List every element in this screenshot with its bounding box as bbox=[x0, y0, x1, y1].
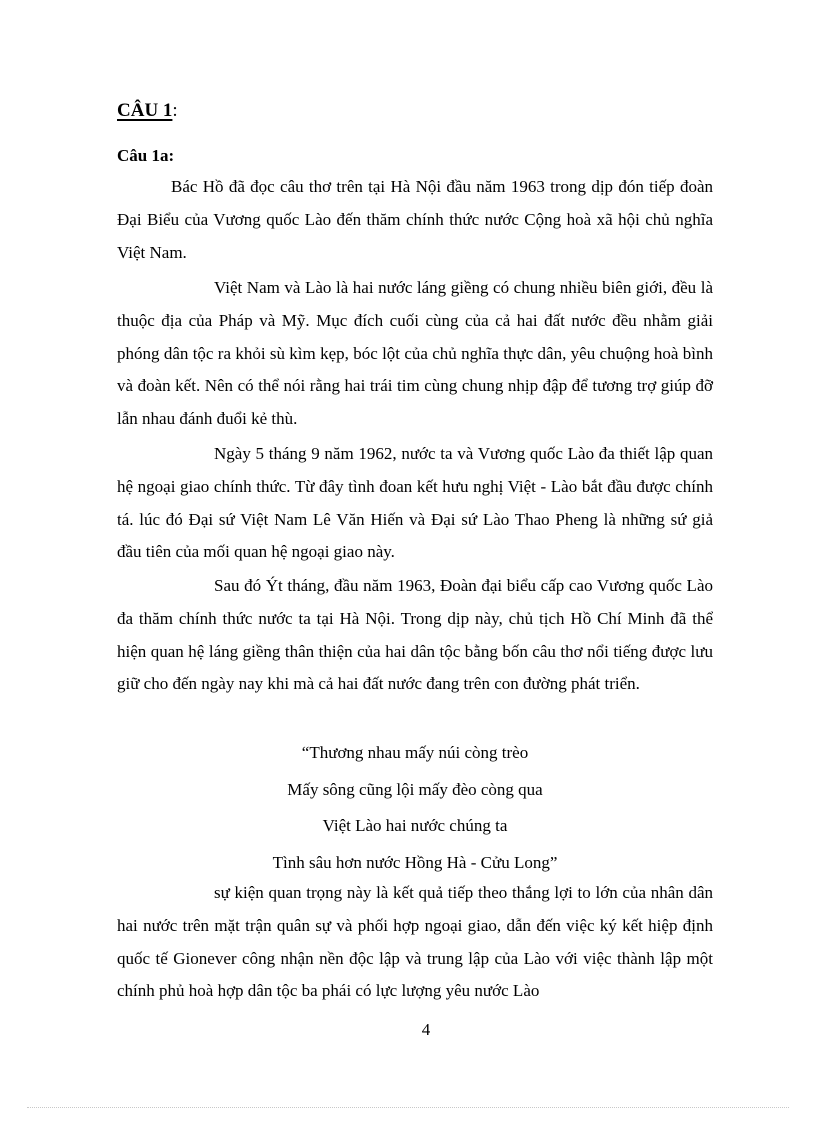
poem-line: Việt Lào hai nước chúng ta bbox=[322, 816, 508, 835]
page-bottom-divider bbox=[27, 1107, 789, 1108]
poem-line: Tình sâu hơn nước Hồng Hà - Cửu Long” bbox=[272, 852, 558, 872]
question-heading-colon: : bbox=[172, 100, 178, 121]
paragraph-delegation-visit: Sau đó Ýt tháng, đầu năm 1963, Đoàn đại biểu cấp cao Vương quốc Lào đa thăm chính thức nước ta tại Hà Nội. Trong dịp này, chủ tịch Hồ Chí Minh đã thể hiện quan hệ láng giềng thân thiện của hai dân tộc bằng bốn câu thơ nổi tiếng được lưu giữ cho đến ngày nay khi mà cả hai đất nước đang trên con đường phát triển. bbox=[117, 576, 713, 694]
sub-question-heading: Câu 1a: bbox=[117, 146, 175, 165]
paragraph-diplomatic-relations: Ngày 5 tháng 9 năm 1962, nước ta và Vương quốc Lào đa thiết lập quan hệ ngoại giao chính thức. Từ đây tình đoan kết hưu nghị Việt - Lào bắt đầu được chính tá. lúc đó Đại sứ Việt Nam Lê Văn Hiến và Đại sứ Lào Thao Pheng là những sứ giả đầu tiên của mối quan hệ ngoại giao này. bbox=[117, 444, 713, 562]
question-heading bbox=[117, 98, 178, 124]
paragraph-neighbors: Việt Nam và Lào là hai nước láng giềng có chung nhiều biên giới, đều là thuộc địa của Pháp và Mỹ. Mục đích cuối cùng của cả hai đất nước đều nhằm giải phóng dân tộc ra khỏi sù kìm kẹp, bóc lột của chủ nghĩa thực dân, yêu chuộng hoà bình và đoàn kết. Nên có thể nói rằng hai trái tim cùng chung nhịp đập để tương trợ giúp đỡ lẫn nhau đánh đuổi kẻ thù. bbox=[117, 278, 713, 429]
poem-block bbox=[117, 735, 713, 881]
page-number: 4 bbox=[421, 1020, 431, 1039]
question-heading-text: CÂU 1 bbox=[117, 100, 173, 121]
poem-line: Mấy sông cũng lội mấy đèo còng qua bbox=[287, 779, 543, 799]
paragraph-significance: sự kiện quan trọng này là kết quả tiếp theo thắng lợi to lớn của nhân dân hai nước trên mặt trận quân sự và phối hợp ngoại giao, dẫn đến việc ký kết hiệp định quốc tế Gionever công nhận nền độc lập và trung lập của Lào với việc thành lập một chính phủ hoà hợp dân tộc ba phái có lực lượng yêu nước Lào bbox=[117, 883, 713, 1001]
poem-line: “Thương nhau mấy núi còng trèo bbox=[301, 743, 529, 762]
paragraph-intro: Bác Hồ đã đọc câu thơ trên tại Hà Nội đầu năm 1963 trong dịp đón tiếp đoàn Đại Biểu của Vương quốc Lào đến thăm chính thức nước Cộng hoà xã hội chủ nghĩa Việt Nam. bbox=[117, 177, 713, 262]
